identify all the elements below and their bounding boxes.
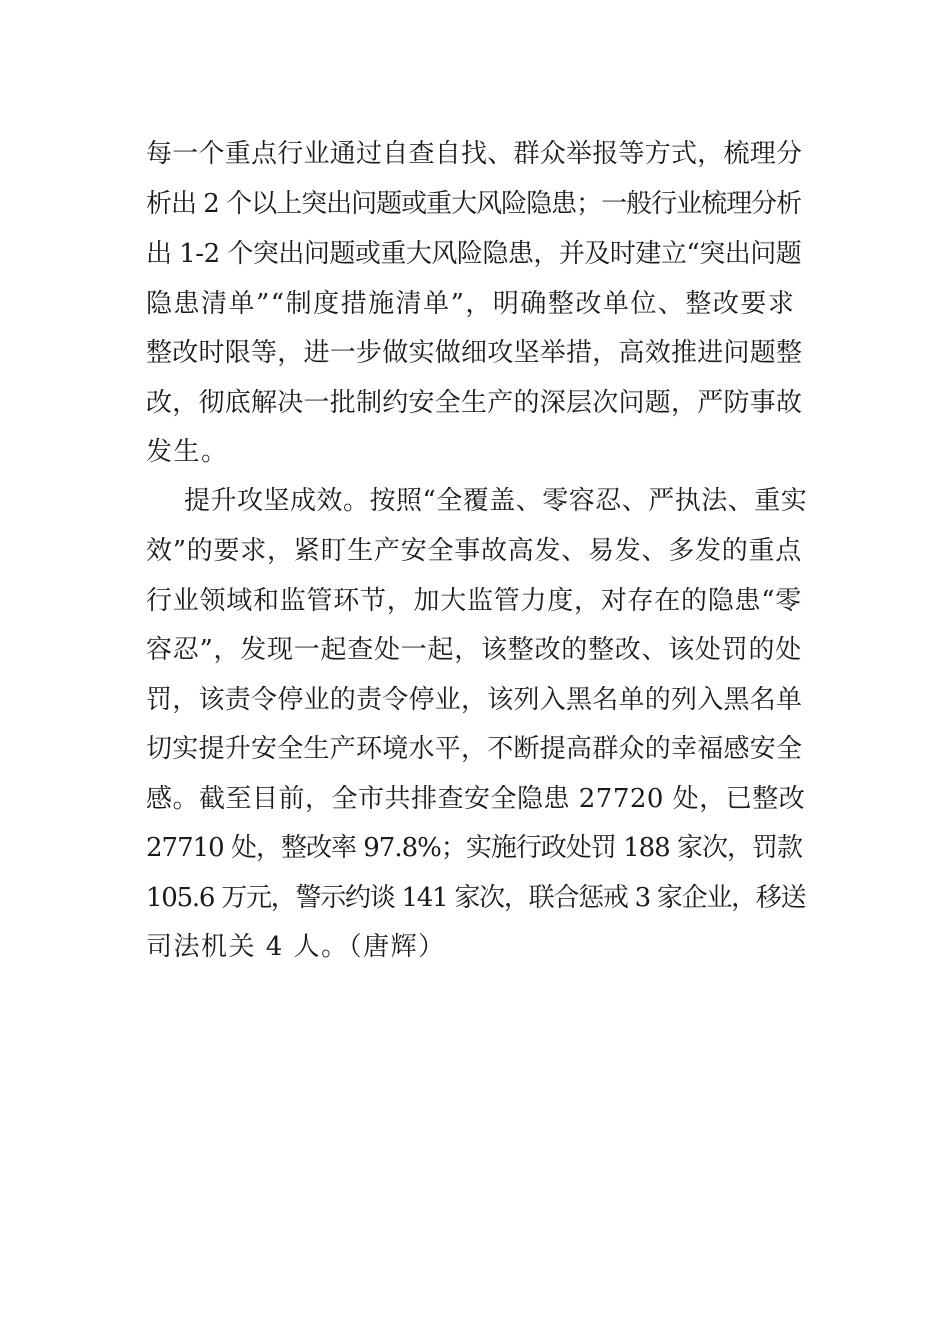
paragraph-2-line-3: 行业领域和监管环节，加大监管力度，对存在的隐患“零	[146, 586, 803, 616]
paragraph-1-line-2: 析出 2 个以上突出问题或重大风险隐患；一般行业梳理分析	[146, 189, 802, 219]
paragraph-2-line-4: 容忍”，发现一起查处一起，该整改的整改、该处罚的处	[146, 635, 803, 665]
paragraph-2-line-1: 提升攻坚成效。按照“全覆盖、零容忍、严执法、重实	[184, 486, 808, 516]
paragraph-1-line-1: 每一个重点行业通过自查自找、群众举报等方式，梳理分	[146, 139, 803, 169]
paragraph-2-line-2: 效”的要求，紧盯生产安全事故高发、易发、多发的重点	[146, 536, 803, 566]
paragraph-1-line-4: 隐患清单”“制度措施清单”，明确整改单位、整改要求	[146, 289, 796, 319]
paragraph-2-line-9: 105.6 万元，警示约谈 141 家次，联合惩戒 3 家企业，移送	[146, 883, 806, 913]
paragraph-1-line-5: 整改时限等，进一步做实做细攻坚举措，高效推进问题整	[146, 338, 803, 368]
paragraph-2-line-7: 感。截至目前，全市共排查安全隐患 27720 处，已整改	[146, 784, 806, 814]
paragraph-1-line-3: 出 1-2 个突出问题或重大风险隐患，并及时建立“突出问题	[146, 239, 802, 269]
paragraph-1-line-6: 改，彻底解决一批制约安全生产的深层次问题，严防事故	[146, 388, 803, 418]
paragraph-2-line-6: 切实提升安全生产环境水平，不断提高群众的幸福感安全	[146, 734, 803, 764]
paragraph-2-line-10: 司法机关 4 人。（唐辉）	[146, 932, 446, 962]
paragraph-2-line-5: 罚，该责令停业的责令停业，该列入黑名单的列入黑名单	[146, 685, 803, 715]
paragraph-2-line-8: 27710 处，整改率 97.8%；实施行政处罚 188 家次，罚款	[146, 833, 802, 863]
paragraph-1-line-7: 发生。	[146, 437, 229, 467]
